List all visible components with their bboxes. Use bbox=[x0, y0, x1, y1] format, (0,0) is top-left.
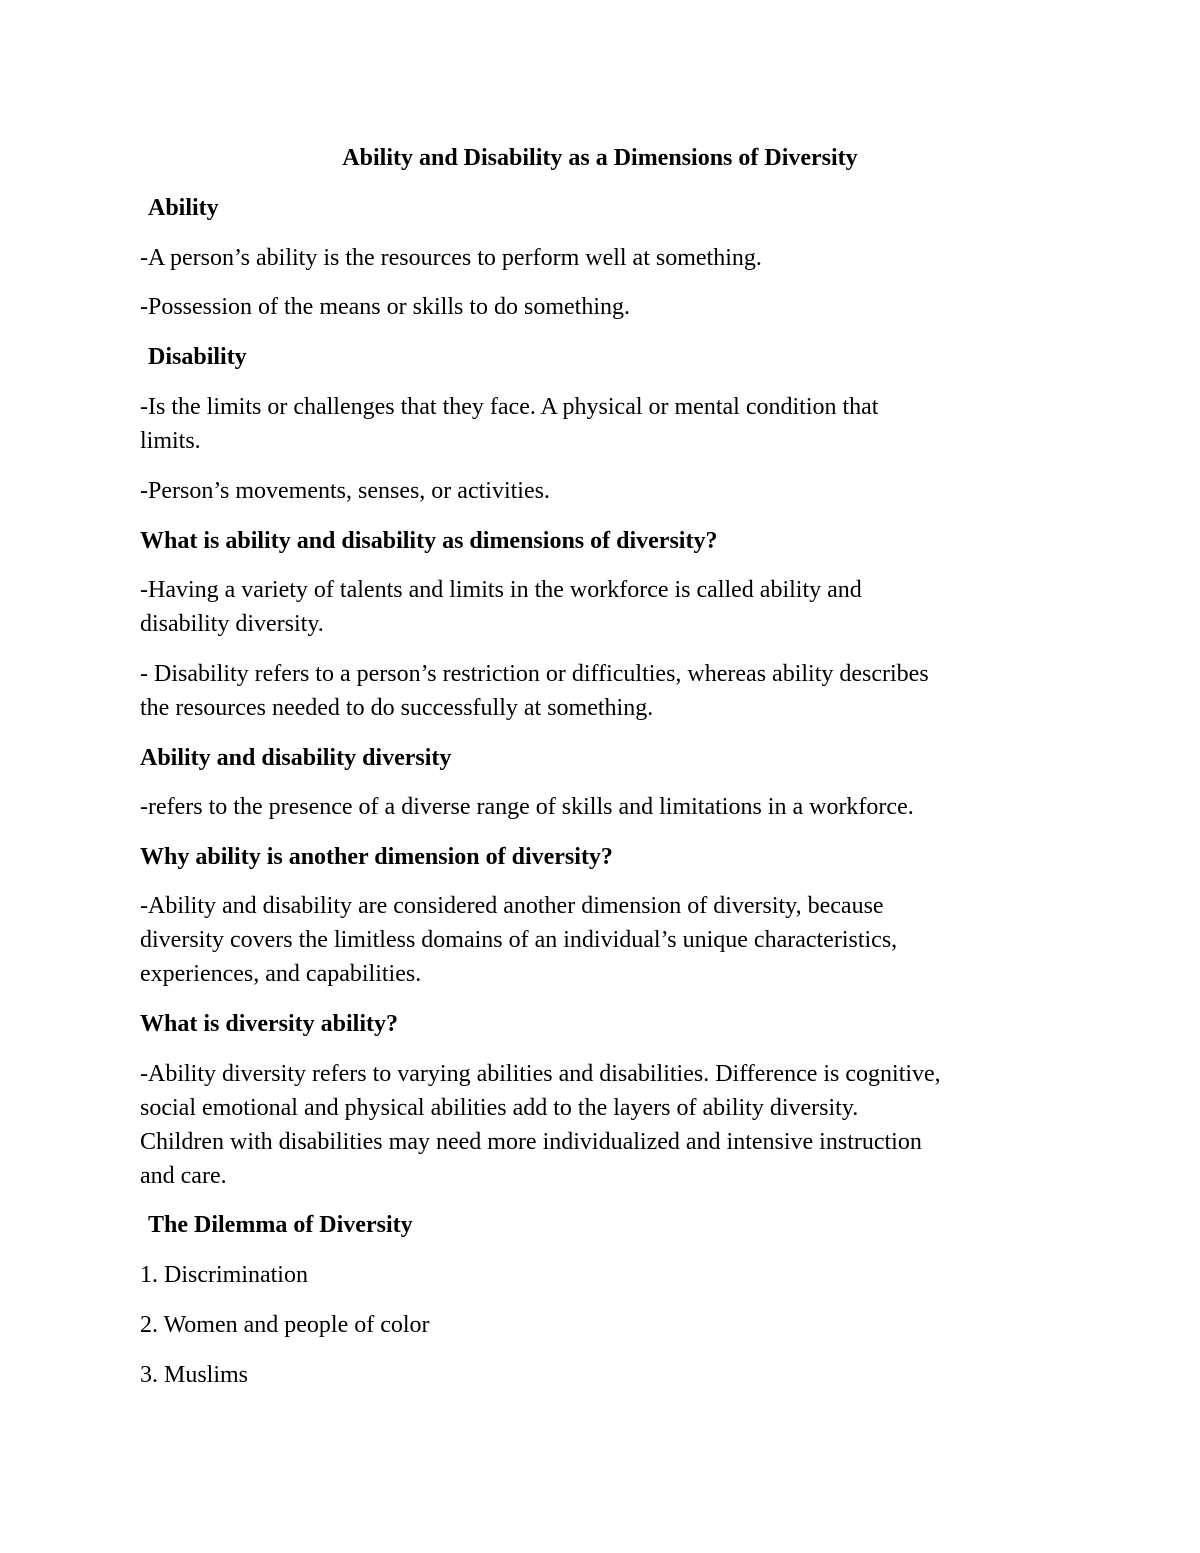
list-item: 3. Muslims bbox=[140, 1362, 249, 1388]
ability-text-1: -A person’s ability is the resources to perform well at something. bbox=[140, 245, 762, 271]
heading-ability: Ability bbox=[148, 195, 219, 221]
heading-dilemma: The Dilemma of Diversity bbox=[148, 1212, 413, 1238]
what-is-text-2a: - Disability refers to a person’s restriction or difficulties, whereas ability describes bbox=[140, 661, 929, 687]
diversity-ability-text-c: Children with disabilities may need more individualized and intensive instruction bbox=[140, 1129, 922, 1155]
why-text-c: experiences, and capabilities. bbox=[140, 961, 422, 987]
why-text-a: -Ability and disability are considered another dimension of diversity, because bbox=[140, 893, 884, 919]
heading-disability: Disability bbox=[148, 344, 247, 370]
list-item: 1. Discrimination bbox=[140, 1262, 308, 1288]
disability-text-1b: limits. bbox=[140, 428, 201, 454]
what-is-text-1b: disability diversity. bbox=[140, 611, 324, 637]
ability-disability-diversity-text: -refers to the presence of a diverse range of skills and limitations in a workforce. bbox=[140, 794, 914, 820]
heading-what-is: What is ability and disability as dimensions of diversity? bbox=[140, 528, 718, 554]
disability-text-2: -Person’s movements, senses, or activities. bbox=[140, 478, 550, 504]
heading-why: Why ability is another dimension of diversity? bbox=[140, 844, 613, 870]
diversity-ability-text-d: and care. bbox=[140, 1163, 227, 1189]
page-title: Ability and Disability as a Dimensions of Diversity bbox=[342, 145, 858, 171]
list-item: 2. Women and people of color bbox=[140, 1312, 430, 1338]
ability-text-2: -Possession of the means or skills to do something. bbox=[140, 294, 630, 320]
diversity-ability-text-b: social emotional and physical abilities add to the layers of ability diversity. bbox=[140, 1095, 859, 1121]
what-is-text-1a: -Having a variety of talents and limits in the workforce is called ability and bbox=[140, 577, 862, 603]
heading-ability-disability-diversity: Ability and disability diversity bbox=[140, 745, 452, 771]
what-is-text-2b: the resources needed to do successfully at something. bbox=[140, 695, 654, 721]
diversity-ability-text-a: -Ability diversity refers to varying abilities and disabilities. Difference is cognitive, bbox=[140, 1061, 941, 1087]
why-text-b: diversity covers the limitless domains of an individual’s unique characteristics, bbox=[140, 927, 898, 953]
disability-text-1a: -Is the limits or challenges that they face. A physical or mental condition that bbox=[140, 394, 879, 420]
heading-diversity-ability: What is diversity ability? bbox=[140, 1011, 399, 1037]
